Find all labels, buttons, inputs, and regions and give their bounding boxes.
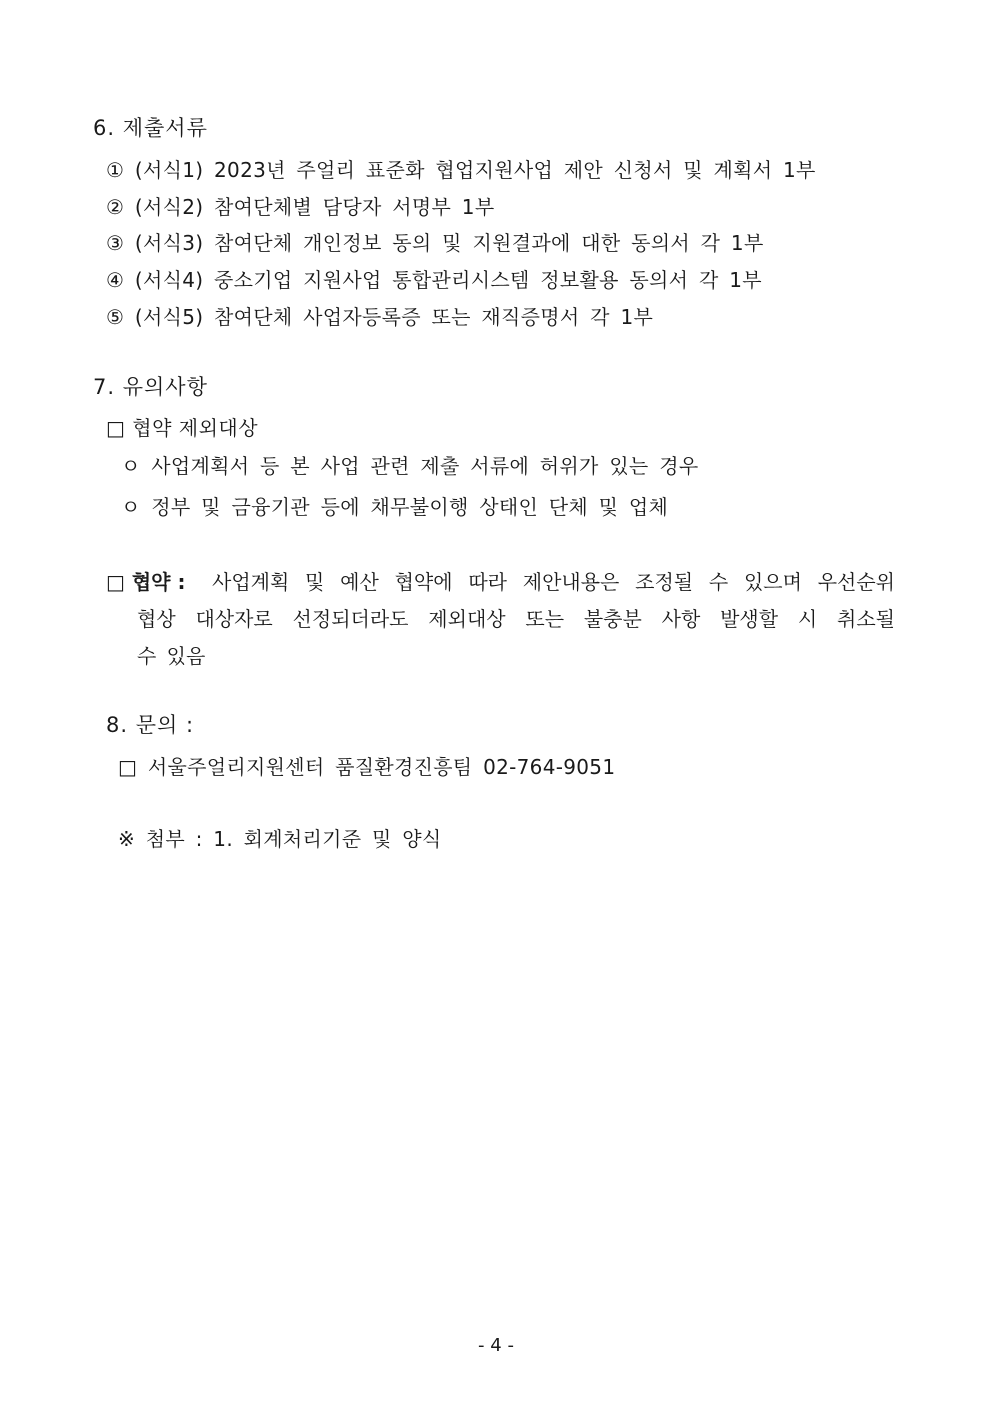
- submission-item-5: ⑤ (서식5) 참여단체 사업자등록증 또는 재직증명서 각 1부: [106, 305, 654, 329]
- submission-item-1: ① (서식1) 2023년 주얼리 표준화 협업지원사업 제안 신청서 및 계획서 1부: [106, 158, 816, 182]
- section-7-title: 7. 유의사항: [93, 375, 208, 399]
- submission-item-2: ② (서식2) 참여단체별 담당자 서명부 1부: [106, 195, 495, 219]
- contact-info: □ 서울주얼리지원센터 품질환경진흥팀 02-764-9051: [118, 755, 616, 779]
- section-8-title: 8. 문의 :: [106, 713, 195, 737]
- exclusion-bullet-2: ㅇ 정부 및 금융기관 등에 채무불이행 상태인 단체 및 업체: [121, 495, 669, 519]
- exclusion-heading: □ 협약 제외대상: [106, 416, 259, 440]
- agreement-label: □ 협약 :: [106, 570, 186, 594]
- page-number: - 4 -: [478, 1335, 514, 1356]
- submission-item-4: ④ (서식4) 중소기업 지원사업 통합관리시스템 정보활용 동의서 각 1부: [106, 268, 762, 292]
- agreement-text-line-3: 수 있음: [137, 644, 206, 668]
- agreement-text-line-1: 사업계획 및 예산 협약에 따라 제안내용은 조정될 수 있으며 우선순위: [212, 570, 895, 594]
- agreement-text-line-2: 협상 대상자로 선정되더라도 제외대상 또는 불충분 사항 발생할 시 취소될: [137, 607, 895, 631]
- attachment-note: ※ 첨부 : 1. 회계처리기준 및 양식: [118, 827, 442, 851]
- exclusion-bullet-1: ㅇ 사업계획서 등 본 사업 관련 제출 서류에 허위가 있는 경우: [121, 454, 699, 478]
- section-6-title: 6. 제출서류: [93, 116, 208, 140]
- submission-item-3: ③ (서식3) 참여단체 개인정보 동의 및 지원결과에 대한 동의서 각 1부: [106, 231, 764, 255]
